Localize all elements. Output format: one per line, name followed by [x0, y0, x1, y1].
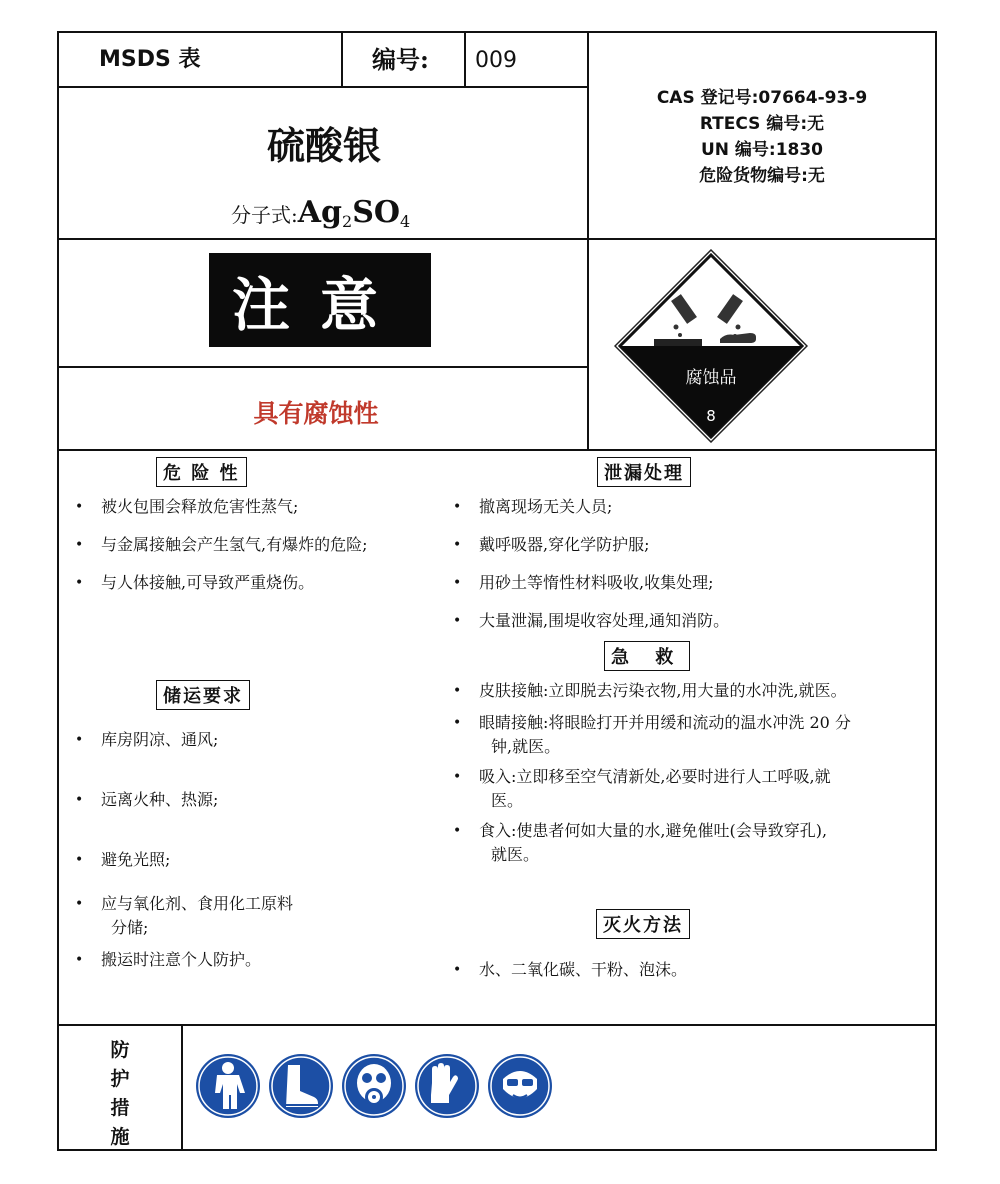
- corrosive-diamond-icon: [614, 249, 808, 443]
- list-item: • 与金属接触会产生氢气,有爆炸的危险;: [59, 533, 459, 557]
- pictogram-class-number: 8: [706, 407, 716, 425]
- formula-subscript: 4: [400, 212, 411, 231]
- protection-label: [59, 1036, 181, 1152]
- list-item: • 与人体接触,可导致严重烧伤。: [59, 571, 459, 595]
- list-item: • 用砂土等惰性材料吸收,收集处理;: [437, 571, 937, 595]
- respirator-mask-icon: [341, 1053, 407, 1119]
- msds-sheet: [57, 31, 937, 1151]
- divider: [59, 1024, 935, 1026]
- list-item: • 食入:使患者何如大量的水,避免催吐(会导致穿孔),: [437, 819, 937, 843]
- protection-label-char: 护: [110, 1068, 130, 1090]
- ppe-icons: [195, 1053, 553, 1119]
- storage-heading: 储运要求: [156, 680, 250, 710]
- list-item: • 库房阴凉、通风;: [59, 728, 459, 752]
- list-item: • 应与氧化剂、食用化工原料: [59, 892, 459, 916]
- spill-heading: 泄漏处理: [597, 457, 691, 487]
- formula-subscript: 2: [342, 212, 353, 231]
- pictogram-label: 腐蚀品: [685, 368, 737, 388]
- divider: [181, 1024, 183, 1150]
- list-item-continuation: 就医。: [491, 845, 540, 864]
- fire-fighting-list: [437, 958, 937, 982]
- safety-boots-icon: [268, 1053, 334, 1119]
- protection-label-char: 施: [110, 1126, 130, 1148]
- chemical-name: 硫酸银: [266, 123, 381, 168]
- formula-label: 分子式:: [231, 203, 298, 227]
- storage-list: [59, 728, 459, 972]
- molecular-formula: [231, 195, 410, 231]
- msds-label: MSDS 表: [99, 47, 201, 72]
- list-item-continuation: 钟,就医。: [491, 737, 561, 756]
- list-item: • 撤离现场无关人员;: [437, 495, 937, 519]
- list-item-continuation: 医。: [491, 791, 524, 810]
- divider: [464, 33, 466, 87]
- first-aid-heading: 急 救: [604, 641, 690, 671]
- list-item: • 皮肤接触:立即脱去污染衣物,用大量的水冲洗,就医。: [437, 679, 937, 703]
- hazards-heading: 危 险 性: [156, 457, 247, 487]
- fire-fighting-heading: 灭火方法: [596, 909, 690, 939]
- dangerous-goods-number: 危险货物编号:无: [699, 166, 825, 186]
- cas-number: CAS 登记号:07664-93-9: [656, 88, 868, 108]
- protective-suit-icon: [195, 1053, 261, 1119]
- list-item: • 水、二氧化碳、干粉、泡沫。: [437, 958, 937, 982]
- protection-label-char: 防: [110, 1039, 130, 1061]
- number-value: 009: [475, 48, 517, 73]
- divider: [341, 33, 343, 87]
- first-aid-list: [437, 679, 937, 867]
- divider: [59, 366, 589, 368]
- list-item: • 避免光照;: [59, 848, 459, 872]
- list-item: • 大量泄漏,围堤收容处理,通知消防。: [437, 609, 937, 633]
- list-item-continuation: 分储;: [111, 918, 149, 937]
- number-label: 编号:: [372, 45, 429, 74]
- list-item: • 搬运时注意个人防护。: [59, 948, 459, 972]
- un-number: UN 编号:1830: [700, 140, 824, 160]
- protective-gloves-icon: [414, 1053, 480, 1119]
- identifiers-block: [589, 85, 935, 189]
- hazard-statement: 具有腐蚀性: [253, 399, 379, 428]
- list-item: • 吸入:立即移至空气清新处,必要时进行人工呼吸,就: [437, 765, 937, 789]
- list-item: • 远离火种、热源;: [59, 788, 459, 812]
- list-item: • 戴呼吸器,穿化学防护服;: [437, 533, 937, 557]
- face-shield-goggles-icon: [487, 1053, 553, 1119]
- spill-list: [437, 495, 937, 633]
- protection-label-char: 措: [110, 1097, 130, 1119]
- hazards-list: [59, 495, 459, 595]
- formula-element-so: SO: [352, 195, 401, 230]
- list-item: • 被火包围会释放危害性蒸气;: [59, 495, 459, 519]
- signal-word: 注意: [209, 253, 431, 347]
- divider: [59, 238, 935, 240]
- divider: [59, 449, 935, 451]
- rtecs-number: RTECS 编号:无: [699, 114, 825, 134]
- formula-element-ag: Ag: [297, 195, 343, 230]
- divider: [59, 86, 589, 88]
- list-item: • 眼睛接触:将眼睑打开并用缓和流动的温水冲洗 20 分: [437, 711, 937, 735]
